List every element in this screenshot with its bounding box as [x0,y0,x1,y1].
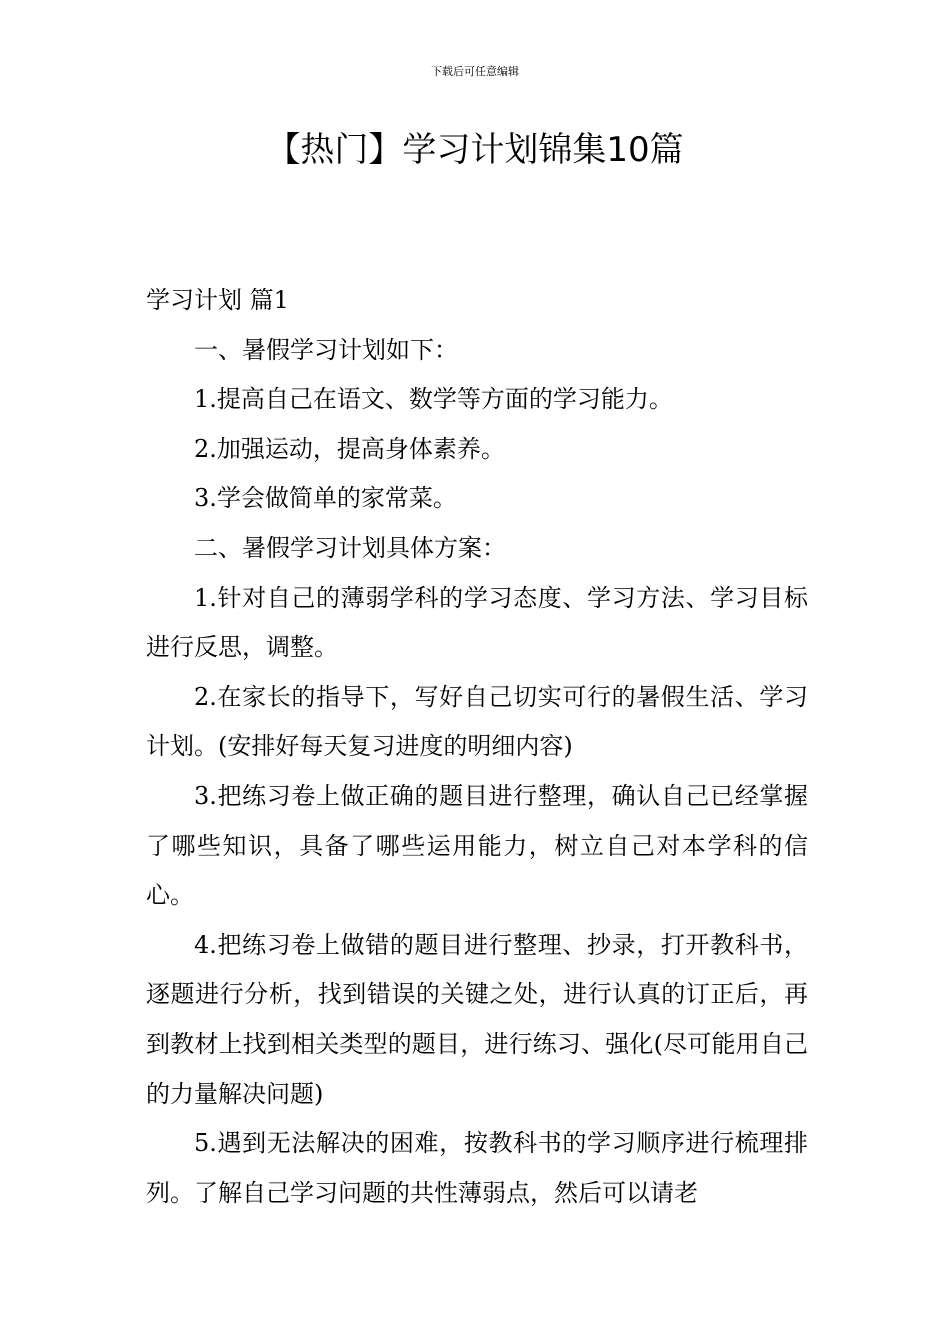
paragraph: 二、暑假学习计划具体方案： [194,533,506,562]
paragraph: 1.提高自己在语文、数学等方面的学习能力。 [194,385,673,414]
page-header-note: 下载后可任意编辑 [431,65,519,78]
paragraph: 1.针对自己的薄弱学科的学习态度、学习方法、学习目标进行反思，调整。 [146,583,808,662]
document-title: 【热门】学习计划锦集10篇 [266,130,684,170]
paragraph: 2.在家长的指导下，写好自己切实可行的暑假生活、学习计划。(安排好每天复习进度的明细内容) [146,682,808,761]
paragraph: 2.加强运动，提高身体素养。 [194,434,505,463]
paragraph: 5.遇到无法解决的困难，按教科书的学习顺序进行梳理排列。了解自己学习问题的共性薄弱点，然后可以请老 [146,1129,808,1207]
paragraph: 3.把练习卷上做正确的题目进行整理，确认自己已经掌握了哪些知识，具备了哪些运用能力，树立自己对本学科的信心。 [146,781,808,910]
paragraph: 4.把练习卷上做错的题目进行整理、抄录，打开教科书，逐题进行分析，找到错误的关键之处，进行认真的订正后，再到教材上找到相关类型的题目，进行练习、强化(尽可能用自己的力量解决问题) [146,930,808,1108]
paragraph: 一、暑假学习计划如下： [194,335,458,364]
section-heading: 学习计划 篇1 [146,286,289,314]
paragraph: 3.学会做简单的家常菜。 [194,484,457,513]
document-body [146,276,808,1218]
